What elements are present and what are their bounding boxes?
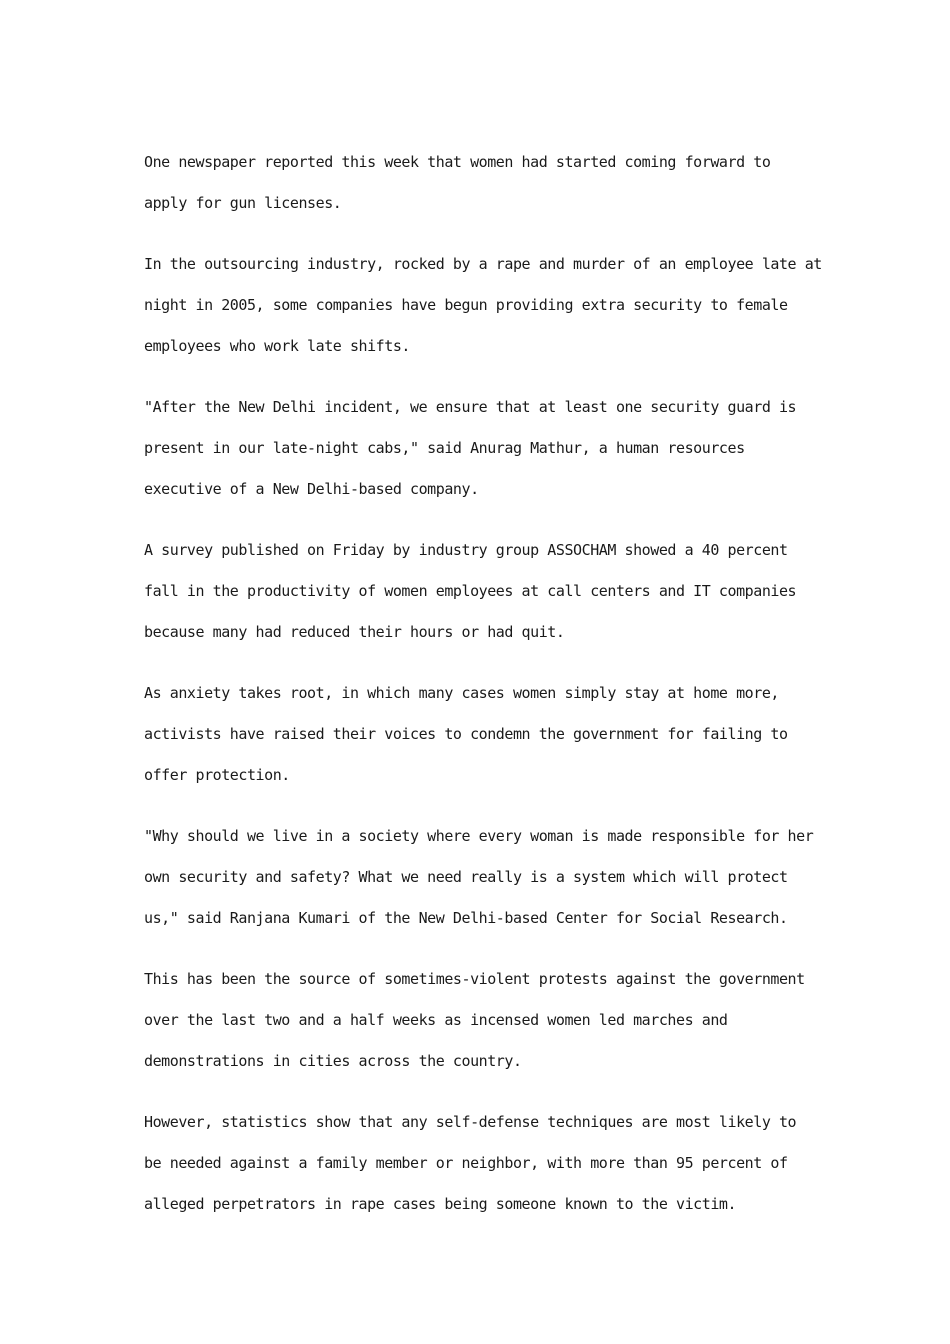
text-line: apply for gun licenses.: [144, 194, 342, 212]
text-line: employees who work late shifts.: [144, 337, 411, 355]
text-line: As anxiety takes root, in which many cases women simply stay at home more,: [144, 684, 779, 702]
text-line: own security and safety? What we need really is a system which will protect: [144, 868, 788, 886]
text-line: "After the New Delhi incident, we ensure that at least one security guard is: [144, 398, 797, 416]
text-line: be needed against a family member or neighbor, with more than 95 percent of: [144, 1154, 788, 1172]
paragraph-4: [144, 530, 824, 653]
text-line: "Why should we live in a society where every woman is made responsible for her: [144, 827, 814, 845]
text-line: In the outsourcing industry, rocked by a rape and murder of an employee late at: [144, 255, 822, 273]
article-body: [144, 142, 824, 1245]
paragraph-7: [144, 959, 824, 1082]
text-line: present in our late-night cabs," said Anurag Mathur, a human resources: [144, 439, 745, 457]
text-line: night in 2005, some companies have begun providing extra security to female: [144, 296, 788, 314]
text-line: over the last two and a half weeks as incensed women led marches and: [144, 1011, 728, 1029]
text-line: us," said Ranjana Kumari of the New Delhi-based Center for Social Research.: [144, 909, 788, 927]
paragraph-1: [144, 142, 824, 224]
paragraph-3: [144, 387, 824, 510]
paragraph-2: [144, 244, 824, 367]
text-line: fall in the productivity of women employees at call centers and IT companies: [144, 582, 797, 600]
text-line: This has been the source of sometimes-violent protests against the government: [144, 970, 805, 988]
text-line: A survey published on Friday by industry group ASSOCHAM showed a 40 percent: [144, 541, 788, 559]
text-line: activists have raised their voices to condemn the government for failing to: [144, 725, 788, 743]
text-line: executive of a New Delhi-based company.: [144, 480, 479, 498]
paragraph-5: [144, 673, 824, 796]
text-line: One newspaper reported this week that women had started coming forward to: [144, 153, 771, 171]
text-line: However, statistics show that any self-defense techniques are most likely to: [144, 1113, 797, 1131]
text-line: demonstrations in cities across the country.: [144, 1052, 522, 1070]
paragraph-6: [144, 816, 824, 939]
paragraph-8: [144, 1102, 824, 1225]
text-line: alleged perpetrators in rape cases being someone known to the victim.: [144, 1195, 737, 1213]
text-line: because many had reduced their hours or had quit.: [144, 623, 565, 641]
text-line: offer protection.: [144, 766, 290, 784]
